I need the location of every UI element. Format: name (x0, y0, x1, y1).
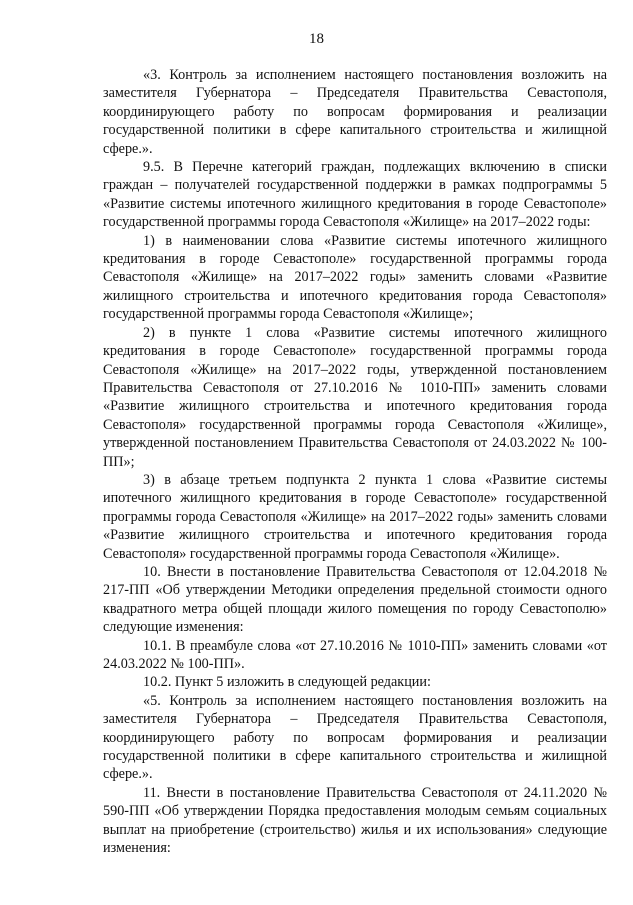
paragraph-quoted-item-5: «5. Контроль за исполнением настоящего постановления возложить на заместителя Губернатора – Председателя Правительства Севастополя, координирующего работу по вопросам формирования и реализации государственной политики в сфере капитального строительства и жилищной сферe.». (103, 692, 607, 783)
paragraph-10-1: 10.1. В преамбуле слова «от 27.10.2016 № 1010-ПП» заменить словами «от 24.03.2022 № 100-ПП». (103, 637, 607, 672)
paragraph-subitem-1: 1) в наименовании слова «Развитие системы ипотечного жилищного кредитования в городе Севастополе» государственной программы города Севастополя «Жилище» на 2017–2022 годы» заменить словами «Развитие жилищного строительства и ипотечного кредитования города Севастополя» государственной программы города Севастополя «Жилище»; (103, 232, 607, 323)
paragraph-subitem-3: 3) в абзаце третьем подпункта 2 пункта 1 слова «Развитие системы ипотечного жилищного кредитования в городе Севастополе» государственной программы города Севастополя «Жилище» на 2017–2022 годы» заменить словами «Развитие жилищного строительства и ипотечного кредитования города Севастополя» государственной программы города Севастополя «Жилище». (103, 471, 607, 562)
paragraph-subitem-2: 2) в пункте 1 слова «Развитие системы ипотечного жилищного кредитования в городе Севастополе» государственной программы города Севастополя «Жилище» на 2017–2022 годы, утвержденной постановлением Правительства Севастополя от 27.10.2016 № 1010-ПП» заменить словами «Развитие жилищного строительства и ипотечного кредитования города Севастополя» государственной программы города Севастополя «Жилище», утвержденной постановлением Правительства Севастополя от 24.03.2022 № 100-ПП»; (103, 324, 607, 470)
paragraph-quoted-item-3: «3. Контроль за исполнением настоящего постановления возложить на заместителя Губернатора – Председателя Правительства Севастополя, координирующего работу по вопросам формирования и реализации государственной политики в сфере капитального строительства и жилищной сферe.». (103, 67, 607, 157)
document-body (103, 66, 607, 857)
paragraph-10: 10. Внести в постановление Правительства Севастополя от 12.04.2018 № 217-ПП «Об утверждении Методики определения предельной стоимости одного квадратного метра общей площади жилого помещения по городу Севастополю» следующие изменения: (103, 563, 607, 636)
paragraph-9-5: 9.5. В Перечне категорий граждан, подлежащих включению в списки граждан – получателей государственной поддержки в рамках подпрограммы 5 «Развитие системы ипотечного жилищного кредитования в городе Севастополе» государственной программы города Севастополя «Жилище» на 2017–2022 годы: (103, 159, 607, 231)
paragraph-11: 11. Внести в постановление Правительства Севастополя от 24.11.2020 № 590-ПП «Об утверждении Порядка предоставления молодым семьям социальных выплат на приобретение (строительство) жилья и их использования» следующие изменения: (103, 784, 607, 857)
page-number: 18 (309, 31, 324, 47)
paragraph-10-2: 10.2. Пункт 5 изложить в следующей редакции: (143, 674, 431, 691)
